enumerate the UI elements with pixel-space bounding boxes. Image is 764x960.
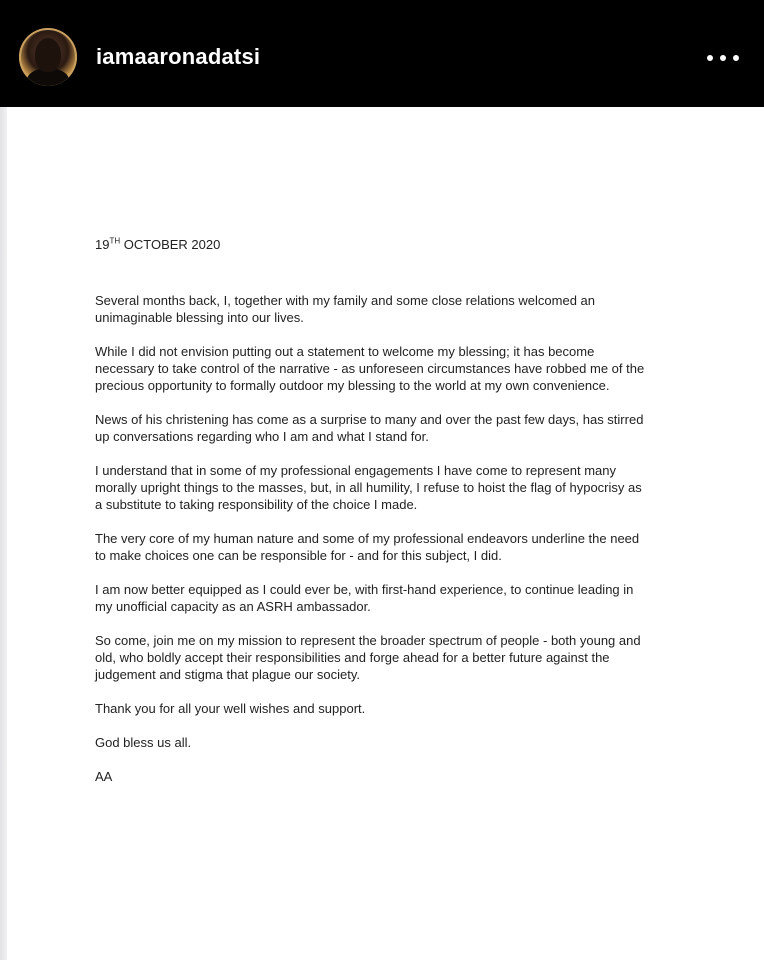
- letter-body: [95, 236, 695, 802]
- letter-paragraph: Thank you for all your well wishes and support.: [95, 701, 366, 716]
- letter-paragraph: I am now better equipped as I could ever be, with first-hand experience, to continue leading in my unofficial capacity as an ASRH ambassador.: [95, 582, 634, 614]
- more-dot: [707, 55, 713, 61]
- avatar[interactable]: [19, 28, 77, 86]
- letter-date: [95, 236, 695, 253]
- letter-paragraph: News of his christening has come as a surprise to many and over the past few days, has stirred up conversations regarding who I am and what I stand for.: [95, 412, 644, 444]
- letter-paragraph: Several months back, I, together with my family and some close relations welcomed an unimaginable blessing into our lives.: [95, 293, 596, 325]
- more-dot: [733, 55, 739, 61]
- letter-paragraph: The very core of my human nature and some of my professional endeavors underline the need to make choices one can be responsible for - and for this subject, I did.: [95, 531, 640, 563]
- letter-paragraph: I understand that in some of my professional engagements I have come to represent many morally upright things to the masses, but, in all humility, I refuse to hoist the flag of hypocrisy as a substitute to taking responsibility of the choice I made.: [95, 463, 642, 512]
- post-header: [0, 0, 764, 107]
- page-edge: [0, 107, 7, 960]
- username-link[interactable]: iamaaronadatsi: [96, 44, 261, 69]
- date-month-year: OCTOBER 2020: [123, 237, 221, 252]
- more-dot: [720, 55, 726, 61]
- date-day: 19: [95, 237, 110, 252]
- date-suffix: TH: [109, 236, 121, 246]
- avatar-face: [35, 38, 61, 72]
- more-options-icon[interactable]: [707, 50, 739, 66]
- letter-paragraph: So come, join me on my mission to represent the broader spectrum of people - both young and old, who boldly accept their responsibilities and forge ahead for a better future against the judgement and stigma that plague our society.: [95, 633, 641, 682]
- letter-paragraph: While I did not envision putting out a statement to welcome my blessing; it has become necessary to take control of the narrative - as unforeseen circumstances have robbed me of the precious opportunity to formally outdoor my blessing to the world at my own convenience.: [95, 344, 645, 393]
- letter-paragraph: God bless us all.: [95, 735, 192, 750]
- letter-signature: AA: [95, 769, 113, 784]
